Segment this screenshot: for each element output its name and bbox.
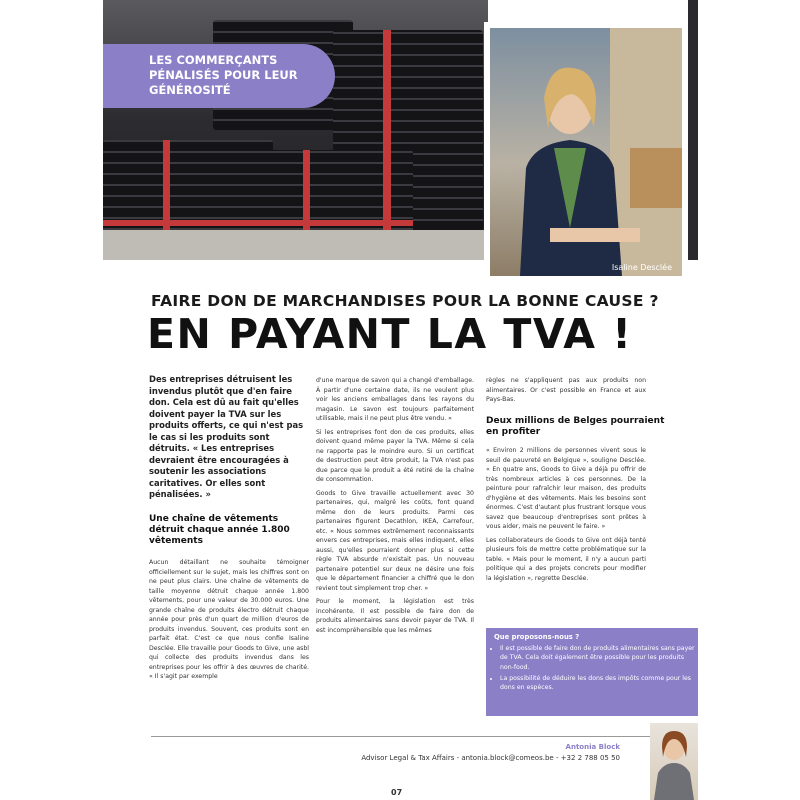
body-col2-p1: d'une marque de savon qui a changé d'emballage. À partir d'une certaine date, ils ne veulent plus voir les anciens emballages dans les rayons du magasin. Le savon est toujours parfaitement utilisable, mais il ne peut plus être vendu. » [316, 377, 474, 422]
body-col2-p2: Si les entreprises font don de ces produits, elles doivent quand même payer la TVA. Même si cela ne rapporte pas le moindre euro. Si un certificat de destruction peut être produit, la TVA n'est pas due parce que le produit a été retiré de la chaîne de consommation. [316, 428, 474, 483]
magazine-page [103, 0, 698, 800]
body-col3 [486, 446, 646, 587]
footer-divider [151, 736, 651, 737]
proposal-box [486, 628, 698, 716]
proposal-list [486, 644, 698, 694]
lead-paragraph: Des entreprises détruisent les invendus plutôt que d'en faire don. Cela est dû au fait qu'elles doivent payer la TVA sur les produits offerts, ce qui n'est pas le cas si les produits sont détruits. « Les entreprises devraient être encouragées à soutenir les associations caritatives. Or elles sont pénalisées. » [149, 374, 304, 499]
body-col1 [149, 558, 309, 686]
portrait-frame [484, 22, 688, 280]
portrait-photo [490, 28, 682, 276]
body-col3-p1: règles ne s'appliquent pas aux produits non alimentaires. Or c'est possible en France et aux Pays-Bas. [486, 377, 646, 403]
hero-tag [103, 44, 335, 108]
body-col2-p3: Goods to Give travaille actuellement avec 30 partenaires, qui, malgré les coûts, font quand même don de leurs produits. Parmi ces partenaires figurent Decathlon, IKEA, Carrefour, etc. « Nous sommes extrêmement reconnaissants envers ces entreprises, mais elles indiquent, elles aussi, qu'elles pourraient donner plus si cette règle TVA absurde n'existait pas. Un nouveau partenaire potentiel sur deux ne désire une fois que le département financier a chiffré que le don revient tout simplement trop cher. » [316, 489, 474, 592]
proposal-box-title: Que proposons-nous ? [494, 633, 580, 641]
author-role: Advisor Legal & Tax Affairs - antonia.block@comeos.be - +32 2 788 05 50 [361, 754, 620, 762]
body-col3-p2: « Environ 2 millions de personnes vivent sous le seuil de pauvreté en Belgique », souligne Desclée. « En quatre ans, Goods to Give a déjà pu offrir de très nombreux articles à ces personnes. De la peinture pour rafraîchir leur maison, des produits d'hygiène et des vêtements. Mais les besoins sont énormes. C'est d'autant plus frustrant lorsque vous savez que beaucoup d'entreprises sont prêtes à vous aider, mais ne peuvent le faire. » [486, 447, 646, 530]
author-photo [650, 723, 698, 800]
body-col3-p3: Les collaborateurs de Goods to Give ont déjà tenté plusieurs fois de mettre cette problématique sur la table. « Mais pour le moment, il n'y a aucun parti politique qui a des projets concrets pour modifier la législation », regrette Desclée. [486, 536, 646, 582]
headline-title: EN PAYANT LA TVA ! [147, 310, 633, 358]
hero-tag-text: LES COMMERÇANTS PÉNALISÉS POUR LEUR GÉNÉROSITÉ [149, 53, 298, 97]
body-col2 [316, 376, 474, 639]
subhead-col3: Deux millions de Belges pourraient en profiter [486, 416, 665, 437]
headline-kicker: FAIRE DON DE MARCHANDISES POUR LA BONNE CAUSE ? [151, 292, 659, 310]
portrait-caption: Isaline Desclée [611, 263, 672, 272]
proposal-item: • La possibilité de déduire les dons des impôts comme pour les dons en espèces. [500, 674, 698, 693]
body-col1-p1: Aucun détaillant ne souhaite témoigner officiellement sur le sujet, mais les chiffres sont on ne peut plus clairs. Une chaîne de vêtements de taille moyenne détruit chaque année 1.800 vêtements, pour une valeur de 30.000 euros. Une grande chaîne de produits électro détruit chaque année pour près d'un quart de million d'euros de produits invendus. Souvent, ces produits sont en parfait état. C'est ce que nous confie Isaline Desclée. Elle travaille pour Goods to Give, une asbl qui collecte des produits invendus dans les entreprises pour les offrir à des œuvres de charité. « Il s'agit par exemple [149, 559, 309, 680]
page-number: 07 [391, 788, 403, 797]
body-col3-top [486, 376, 646, 409]
author-name: Antonia Block [565, 743, 620, 751]
body-col2-p4: Pour le moment, la législation est très incohérente. Il est possible de faire don de produits alimentaires sans devoir payer de TVA. Il est incompréhensible que les mêmes [316, 598, 474, 634]
subhead-col1: Une chaîne de vêtements détruit chaque année 1.800 vêtements [149, 514, 290, 546]
warehouse-photo [103, 0, 488, 260]
proposal-item: • Il est possible de faire don de produits alimentaires sans payer de TVA. Cela doit également être possible pour les produits non-food. [500, 644, 698, 672]
